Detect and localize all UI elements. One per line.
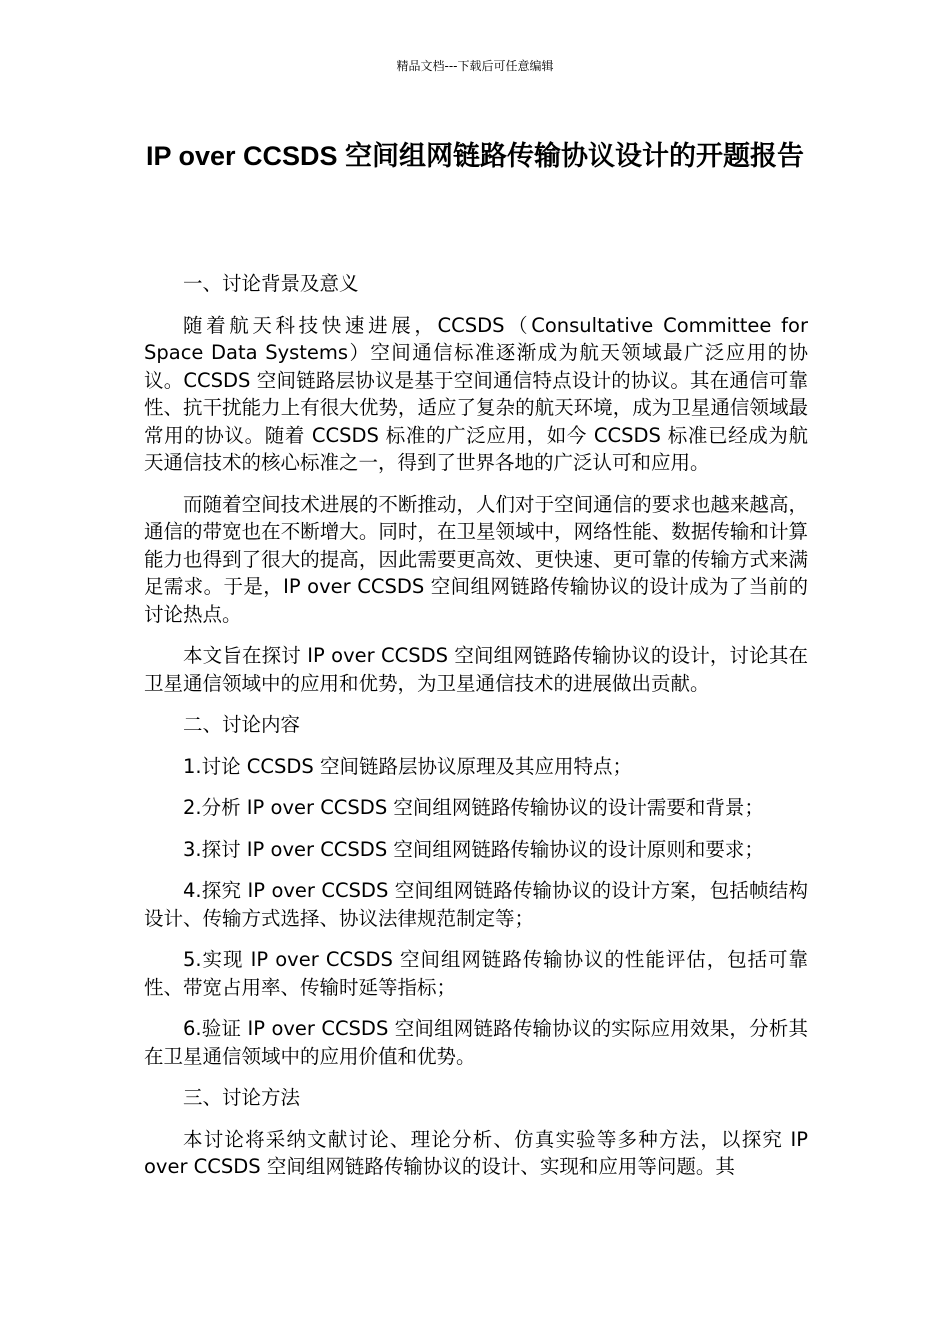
content-item-1: 1.讨论 CCSDS 空间链路层协议原理及其应用特点；	[183, 754, 633, 778]
content-item-3: 3.探讨 IP over CCSDS 空间组网链路传输协议的设计原则和要求；	[183, 837, 764, 861]
section-heading-method: 三、讨论方法	[183, 1086, 301, 1109]
paragraph-method-1: 本讨论将采纳文献讨论、理论分析、仿真实验等多种方法，以探究 IP over CCSDS 空间组网链路传输协议的设计、实现和应用等问题。其	[144, 1127, 808, 1178]
paragraph-background-2: 而随着空间技术进展的不断推动，人们对于空间通信的要求也越来越高，通信的带宽也在不断增大。同时，在卫星领域中，网络性能、数据传输和计算能力也得到了很大的提高，因此需要更高效、更快速、更可靠的传输方式来满足需求。于是，IP over CCSDS 空间组网链路传输协议的设计成为了当前的讨论热点。	[144, 492, 808, 626]
section-heading-background: 一、讨论背景及意义	[183, 272, 359, 295]
document-title: IP over CCSDS 空间组网链路传输协议设计的开题报告	[145, 141, 805, 171]
paragraph-background-3: 本文旨在探讨 IP over CCSDS 空间组网链路传输协议的设计，讨论其在卫星通信领域中的应用和优势，为卫星通信技术的进展做出贡献。	[144, 644, 808, 695]
content-item-6: 6.验证 IP over CCSDS 空间组网链路传输协议的实际应用效果，分析其在卫星通信领域中的应用价值和优势。	[144, 1017, 808, 1068]
content-item-4: 4.探究 IP over CCSDS 空间组网链路传输协议的设计方案，包括帧结构设计、传输方式选择、协议法律规范制定等；	[144, 879, 808, 930]
document-body	[144, 270, 808, 1195]
section-heading-content: 二、讨论内容	[183, 713, 301, 736]
header-note: 精品文档---下载后可任意编辑	[396, 59, 554, 73]
paragraph-background-1: 随着航天科技快速进展，CCSDS（Consultative Committee for Space Data Systems）空间通信标准逐渐成为航天领域最广泛应用的协议。CCSDS 空间链路层协议是基于空间通信特点设计的协议。其在通信可靠性、抗干扰能力上有很大优势，适应了复杂的航天环境，成为卫星通信领域最常用的协议。随着 CCSDS 标准的广泛应用，如今 CCSDS 标准已经成为航天通信技术的核心标准之一，得到了世界各地的广泛认可和应用。	[144, 313, 808, 474]
content-item-5: 5.实现 IP over CCSDS 空间组网链路传输协议的性能评估，包括可靠性、带宽占用率、传输时延等指标；	[144, 948, 808, 999]
content-item-2: 2.分析 IP over CCSDS 空间组网链路传输协议的设计需要和背景；	[183, 796, 764, 819]
